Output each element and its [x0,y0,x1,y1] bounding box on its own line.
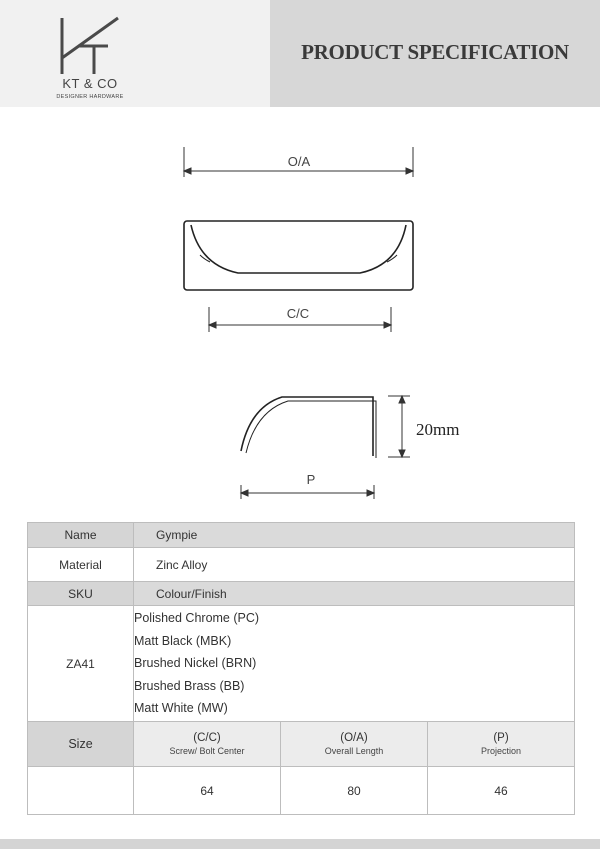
list-item: Brushed Nickel (BRN) [134,656,257,671]
handle-side-profile [241,397,376,458]
size-key: Size [28,722,134,767]
header-brand-panel [0,0,270,107]
material-value: Zinc Alloy [134,548,575,582]
name-key: Name [28,523,134,548]
material-key: Material [28,548,134,582]
oa-code: (O/A) [340,732,368,744]
oa-note: Overall Length [324,746,384,756]
height-label: 20mm [416,420,460,439]
p-value: 46 [428,767,575,815]
table-row-material [28,548,575,582]
size-empty-cell [28,767,134,815]
p-note: Projection [481,746,522,756]
height-dimension [388,396,410,457]
kt-logo-icon [56,16,124,76]
sku-key: SKU [28,582,134,606]
overall-length-label: O/A [287,154,311,169]
footer-bar [0,839,600,849]
finish-list [134,606,575,722]
centres-label: C/C [286,306,310,321]
cc-note: Screw/ Bolt Center [169,746,245,756]
header-title-panel [270,0,600,107]
colour-finish-key: Colour/Finish [134,582,575,606]
size-col-cc [134,722,281,767]
table-row-size-values [28,767,575,815]
list-item: Brushed Brass (BB) [134,678,245,693]
projection-label: P [306,472,316,487]
list-item: Matt White (MW) [134,701,228,716]
name-value: Gympie [134,523,575,548]
handle-front-view [184,221,413,290]
table-row-sku [28,606,575,722]
table-row-sku-header [28,582,575,606]
size-col-p [428,722,575,767]
page-title: PRODUCT SPECIFICATION [301,40,569,64]
brand-name: KT & CO [62,76,118,91]
cc-value: 64 [134,767,281,815]
cc-code: (C/C) [193,732,221,744]
size-col-oa [281,722,428,767]
oa-value: 80 [281,767,428,815]
brand-tagline: DESIGNER HARDWARE [56,94,124,100]
list-item: Polished Chrome (PC) [134,611,260,626]
table-row-size-header [28,722,575,767]
table-row-name [28,523,575,548]
sku-value: ZA41 [28,606,134,722]
p-code: (P) [493,732,509,744]
list-item: Matt Black (MBK) [134,633,232,648]
specification-table [27,522,575,815]
projection-dimension [241,485,374,499]
